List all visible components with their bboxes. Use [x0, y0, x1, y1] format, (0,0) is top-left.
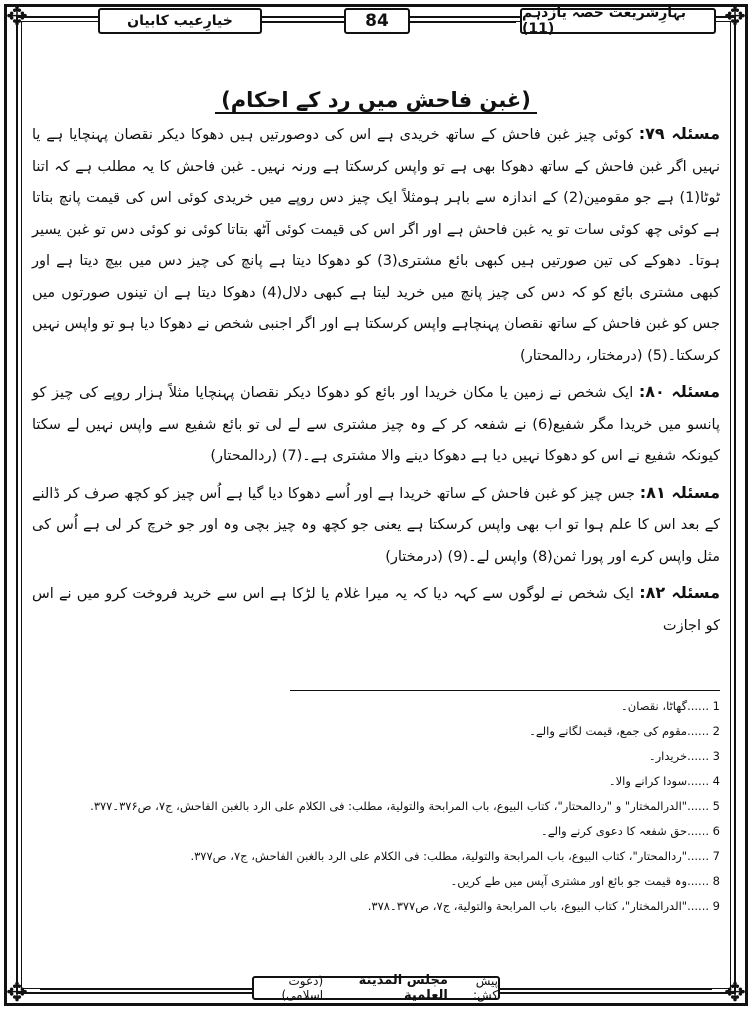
footnote: 5 ......"الدرالمختار" و "ردالمحتار"، کتاب البیوع، باب المرابحة والتولیة، مطلب: فی الکلام علی الرد بالغبن الفاحش، ج۷، ص۳۷۶۔۳۷۷.: [90, 799, 720, 813]
masala-paragraph: [32, 376, 720, 473]
masala-text: جس چیز کو غبن فاحش کے ساتھ خریدا ہے اور اُسے دھوکا دیا گیا ہے اُس چیز کو کچھ صرف کر ڈالنے کے بعد اس کا علم ہوا تو اب بھی واپس کرسکتا ہے یعنی جو کچھ وہ چیز بچی وہ اور جو خرچ کر لی ہے اُس کی مثل واپس کرے اور پورا ثمن(8) واپس لے۔(9) (درمختار): [32, 485, 720, 565]
footnote: 2 ......مقوم کی جمع، قیمت لگانے والے۔: [529, 724, 720, 738]
masala-text: ایک شخص نے لوگوں سے کہہ دیا کہ یہ میرا غلام یا لڑکا ہے اس سے خرید فروخت کرو میں نے اس کو اجازت: [32, 586, 720, 634]
footnote: 7 ......"ردالمحتار"، کتاب البیوع، باب المرابحة والتولیة، مطلب: فی الکلام علی الرد بالغبن الفاحش، ج۷، ص۳۷۷.: [190, 849, 720, 863]
footnote: 9 ......"الدرالمختار"، کتاب البیوع، باب المرابحة والتولیة، ج۷، ص۳۷۷۔۳۷۸.: [367, 899, 720, 913]
footnote-divider: [290, 690, 720, 691]
section-heading-text: (غبن فاحش میں رد کے احکام): [215, 88, 537, 114]
masala-text: ایک شخص نے زمین یا مکان خریدا اور بائع کو دھوکا دیکر نقصان پہنچایا مثلاً ہزار روپے کی چیز کو پانسو میں خریدا مگر شفیع(6) نے شفعہ کر کے وہ چیز مشتری سے لے لی تو بائع شفیع سے واپس نہیں لے سکتا کیونکہ شفیع نے اس کو دھوکا نہیں دیا ہے دھوکا دینے والا مشتری ہے۔(7) (ردالمحتار): [32, 385, 721, 464]
masala-label: مسئلہ ۸۰:: [638, 382, 720, 401]
corner-ornament-icon: ✥: [6, 2, 28, 32]
chapter-title: خیارِعیب کابیان: [98, 8, 262, 34]
masala-label: مسئلہ ۸۲:: [639, 583, 720, 602]
footnote: 1 ......گھاٹا، نقصان۔: [621, 699, 720, 713]
corner-ornament-icon: ✥: [724, 978, 746, 1008]
book-part-title: بہارِشریعت حصہ یازدہم (11): [520, 8, 716, 34]
presented-by-label: پیش کش:: [472, 974, 498, 1002]
footnote: 6 ......حق شفعہ کا دعوی کرنے والے۔: [540, 824, 720, 838]
corner-ornament-icon: ✥: [724, 2, 746, 32]
header-rule: [410, 21, 516, 23]
page-footer: [0, 973, 752, 1003]
page-number: 84: [344, 8, 410, 34]
header-rule: [262, 21, 344, 23]
footnote: 3 ......خریدار۔: [648, 749, 720, 763]
masala-paragraph: [32, 577, 720, 642]
masala-text: کوئی چیز غبن فاحش کے ساتھ خریدی ہے اس کی دوصورتیں ہیں دھوکا دیکر نقصان پہنچایا ہے یا نہیں اگر غبن فاحش کے ساتھ دھوکا بھی ہے تو واپس کرسکتا ہے ورنہ نہیں۔ غبن فاحش کا یہ مطلب ہے کہ اتنا ٹوٹا(1) ہے جو مقومین(2) کے اندازہ سے باہر ہومثلاً ایک چیز دس روپے میں خریدی کوئی اس کی قیمت پانچ بتاتا ہے کوئی چھ کوئی سات تو یہ غبن فاحش ہے اور اگر اس کی قیمت کوئی آٹھ بتاتا کوئی نو کوئی دس تو غبن یسیر ہوتا۔ دھوکے کی تین صورتیں ہیں کبھی بائع مشتری(3) کو دھوکا دیتا ہے پانچ کی چیز دس میں بیچ دیتا ہے اور کبھی مشتری بائع کو کہ دس کی چیز پانچ میں خرید لیتا ہے کبھی دلال(4) دھوکا دیتا ہے ان تینوں صورتوں میں جس کو غبن فاحش کے ساتھ نقصان پہنچاہے واپس کرسکتا ہے اور اگر اجنبی شخص نے دھوکا دیا ہو تو واپس نہیں کرسکتا۔(5) (درمختار، ردالمحتار): [32, 127, 720, 364]
masala-paragraph: [32, 118, 720, 372]
masala-label: مسئلہ ۸۱:: [639, 482, 721, 502]
masala-paragraph: [32, 477, 720, 574]
footnotes: [40, 694, 720, 919]
publisher-box: [252, 973, 500, 1003]
organization-name: (دعوت اسلامی): [281, 974, 324, 1002]
corner-ornament-icon: ✥: [6, 978, 28, 1008]
page-header: [0, 5, 752, 38]
section-heading: [32, 88, 720, 112]
publisher-name: مجلس المدینة العلمیة: [358, 973, 448, 1003]
masala-label: مسئلہ ۷۹:: [638, 124, 720, 143]
footnote: 4 ......سودا کرانے والا۔: [608, 774, 720, 788]
footer-rule: [500, 988, 712, 990]
main-content: [32, 88, 720, 646]
footnote: 8 ......وہ قیمت جو بائع اور مشتری آپس میں طے کریں۔: [450, 874, 720, 888]
footer-rule: [40, 988, 252, 990]
